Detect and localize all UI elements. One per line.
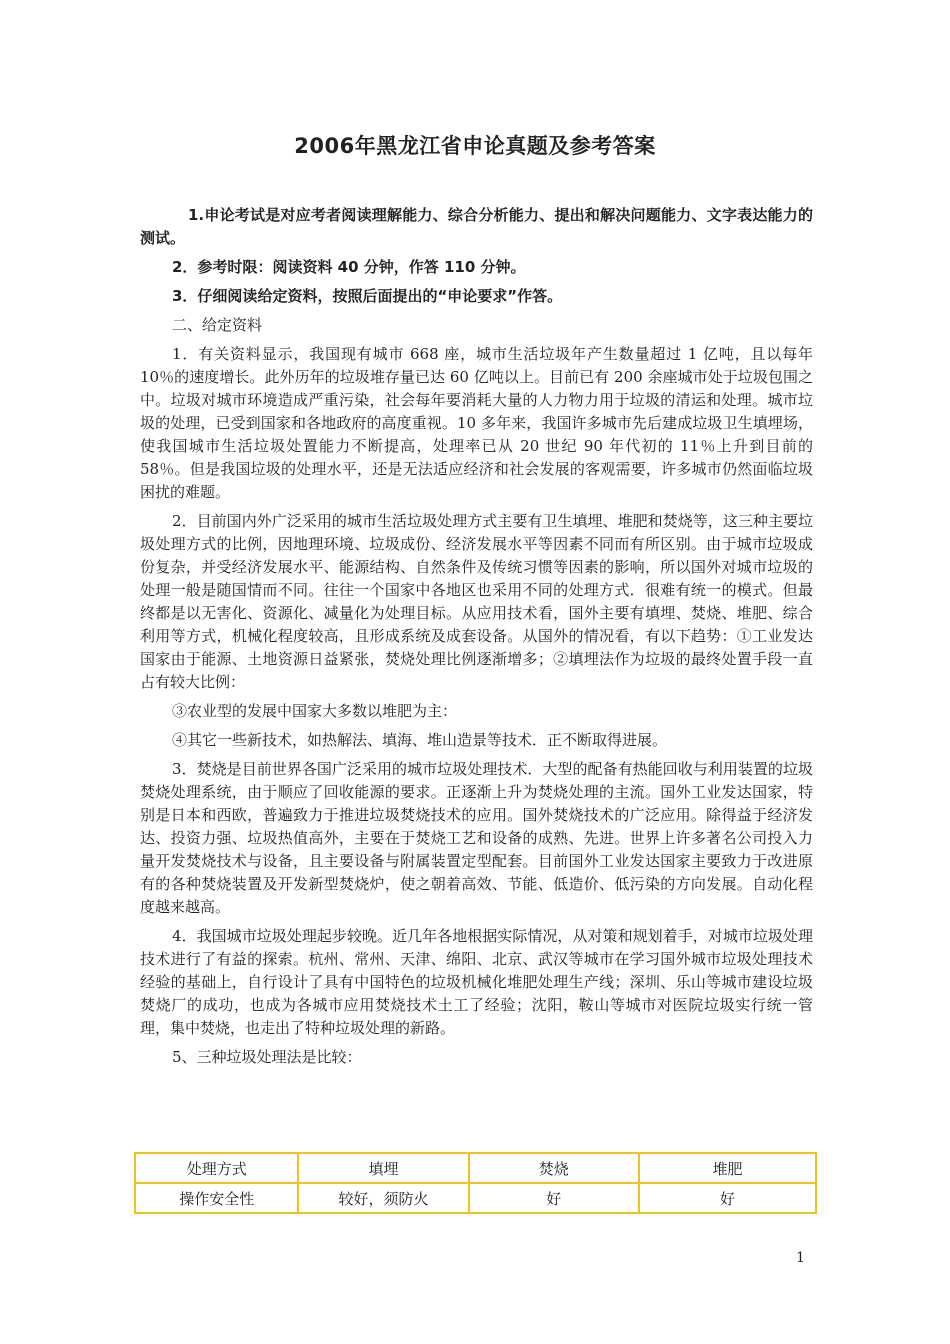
paragraph-2-item-3: ③农业型的发展中国家大多数以堆肥为主： [172,702,458,720]
table-row [135,1183,816,1213]
paragraph-1: 1．有关资料显示，我国现有城市 668 座，城市生活垃圾年产生数量超过 1 亿吨，且以每年 10％的速度增长。此外历年的垃圾堆存量已达 60 亿吨以上。目前已有 200 余座城市处于垃圾包围之中。垃圾对城市环境造成严重污染，社会每年要消耗大量的人力物力用于垃圾的清运和处理。城市垃圾的处理，已受到国家和各地政府的高度重视。10 多年来，我国许多城市先后建成垃圾卫生填埋场，使我国城市生活垃圾处置能力不断提高，处理率已从 20 世纪 90 年代初的 11％上升到目前的 58％。但是我国垃圾的处理水平，还是无法适应经济和社会发展的客观需要，许多城市仍然面临垃圾困扰的难题。 [140,345,813,501]
table-cell: 好 [639,1183,816,1213]
document-title: 2006年黑龙江省申论真题及参考答案 [294,134,656,158]
page-number: 1 [796,1250,805,1266]
table-cell: 填埋 [298,1153,468,1183]
instruction-2: 2．参考时限：阅读资料 40 分钟，作答 110 分钟。 [172,258,526,276]
section-heading: 二、给定资料 [172,316,263,334]
paragraph-5: 5、三种垃圾处理法是比较： [172,1048,362,1066]
paragraph-2-item-4: ④其它一些新技术，如热解法、填海、堆山造景等技术．正不断取得进展。 [172,731,668,749]
table-cell: 较好，须防火 [298,1183,468,1213]
paragraph-2: 2．目前国内外广泛采用的城市生活垃圾处理方式主要有卫生填埋、堆肥和焚烧等，这三种主要垃圾处理方式的比例，因地理环境、垃圾成份、经济发展水平等因素不同而有所区别。由于城市垃圾成份复杂，并受经济发展水平、能源结构、自然条件及传统习惯等因素的影响，所以国外对城市垃圾的处理一般是随国情而不同。往往一个国家中各地区也采用不同的处理方式．很难有统一的模式。但最终都是以无害化、资源化、减量化为处理目标。从应用技术看，国外主要有填埋、焚烧、堆肥、综合利用等方式，机械化程度较高，且形成系统及成套设备。从国外的情况看，有以下趋势：①工业发达国家由于能源、土地资源日益紧张，焚烧处理比例逐渐增多；②填埋法作为垃圾的最终处置手段一直占有较大比例： [140,512,813,691]
table-cell: 堆肥 [639,1153,816,1183]
paragraph-3: 3．焚烧是目前世界各国广泛采用的城市垃圾处理技术．大型的配备有热能回收与利用装置的垃圾焚烧处理系统，由于顺应了回收能源的要求。正逐渐上升为焚烧处理的主流。国外工业发达国家，特别是日本和西欧，普遍致力于推进垃圾焚烧技术的应用。国外焚烧技术的广泛应用。除得益于经济发达、投资力强、垃圾热值高外，主要在于焚烧工艺和设备的成熟、先进。世界上许多著名公司投入力量开发焚烧技术与设备，且主要设备与附属装置定型配套。目前国外工业发达国家主要致力于改进原有的各种焚烧装置及开发新型焚烧炉，使之朝着高效、节能、低造价、低污染的方向发展。自动化程度越来越高。 [140,760,813,916]
instruction-1: 1.申论考试是对应考者阅读理解能力、综合分析能力、提出和解决问题能力、文字表达能力的测试。 [140,206,813,247]
instruction-3: 3．仔细阅读给定资料，按照后面提出的“申论要求”作答。 [172,287,563,305]
table-row [135,1153,816,1183]
table-cell: 好 [469,1183,639,1213]
paragraph-4: 4．我国城市垃圾处理起步较晚。近几年各地根据实际情况，从对策和规划着手，对城市垃圾处理技术进行了有益的探索。杭州、常州、天津、绵阳、北京、武汉等城市在学习国外城市垃圾处理技术经验的基础上，自行设计了具有中国特色的垃圾机械化堆肥处理生产线；深圳、乐山等城市建设垃圾焚烧厂的成功，也成为各城市应用焚烧技术土工了经验；沈阳，鞍山等城市对医院垃圾实行统一管理，集中焚烧，也走出了特种垃圾处理的新路。 [140,927,813,1037]
table-cell: 焚烧 [469,1153,639,1183]
document-body [140,204,813,1075]
table-cell: 处理方式 [135,1153,298,1183]
comparison-table [134,1152,817,1214]
table-cell: 操作安全性 [135,1183,298,1213]
